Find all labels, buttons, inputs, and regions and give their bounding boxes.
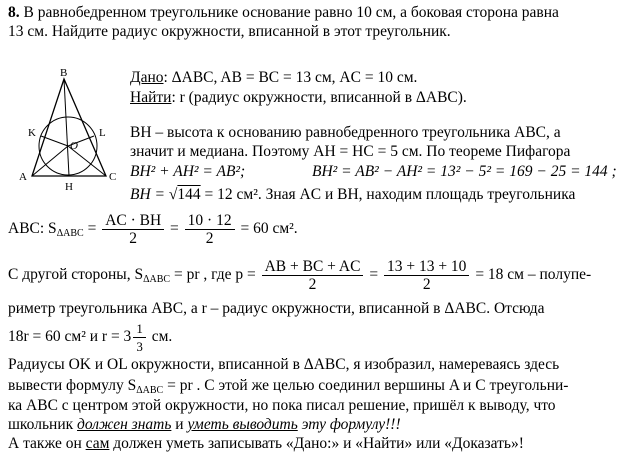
area-frac-1 [102, 212, 164, 247]
problem-text-1: В равнобедренном треугольнике основание равно 10 см, а боковая сторона равна [23, 4, 559, 21]
remark-l5-c: должен уметь записывать «Дано:» и «Найти» или «Доказать»! [109, 435, 524, 452]
p-den-2: 2 [422, 276, 431, 293]
label-c: C [109, 171, 117, 183]
remark-l5-a: А также он [8, 435, 86, 452]
p-num-1: AB + BC + AC [262, 258, 364, 276]
label-o: O [70, 140, 78, 152]
bh-line: BH = √144 = 12 см². Зная AC и BH, находим площадь треугольника [130, 186, 576, 203]
remark-l2-post: = pr . С этой же целью соединил вершины A и C треугольни- [163, 377, 569, 394]
r-suffix: см. [147, 328, 173, 346]
altitude-bh [64, 79, 69, 176]
find-line [130, 89, 467, 107]
given-line [130, 69, 417, 87]
pythagoras-1: BH² + AH² = AB²; [130, 163, 246, 180]
problem-line-2: 13 см. Найдите радиус окружности, вписанной в этот треугольник. [8, 23, 451, 40]
bh-root: 144 [177, 186, 201, 203]
semi-perimeter-line: риметр треугольника ABC, а r – радиус окружности, вписанной в ΔABC. Отсюда [8, 300, 545, 317]
remark-line-1: Радиусы OK и OL окружности, вписанной в ΔABC, я изобразил, намереваясь здесь [8, 356, 560, 373]
other-line: С другой стороны, $S_{\Delta ABC}$ = pr , где p = $\frac{AB + BC + AC}{2}$ = $\frac{13 + 13 + 10}{2}$ = 18 см – полупе- [8, 258, 592, 293]
given-text: : ΔABC, AB = BC = 13 см, AC = 10 см. [163, 69, 418, 86]
remark-l4-b: должен знать [77, 416, 172, 433]
remark-l4-c: и [171, 416, 188, 433]
remark-l5-b: сам [85, 435, 110, 452]
remark-line-3: ка ABC с центром этой окружности, но пока писал решение, пришёл к выводу, что [8, 397, 556, 414]
other-mid: = pr , где p = [170, 266, 260, 284]
p-frac-2 [384, 258, 469, 293]
given-label: Дано [130, 69, 164, 86]
radius-ok [41, 136, 68, 146]
remark-l4-a: школьник [8, 416, 78, 433]
area-num-2: 10 · 12 [185, 212, 235, 230]
remark-line-5 [8, 435, 524, 453]
r-prefix: 18r = 60 см² и r = 3 [8, 328, 132, 346]
solution-line-2: значит и медиана. Поэтому AH = HC = 5 см. По теореме Пифагора [130, 143, 571, 160]
area-den-1: 2 [129, 230, 138, 247]
r-num: 1 [133, 320, 146, 338]
remark-l4-e: эту формулу!!! [297, 416, 401, 433]
r-line [8, 320, 172, 355]
area-line: ABC: $S_{\Delta ABC}$ = $\frac{AC \cdot BH}{2}$ = $\frac{10 \cdot 12}{2}$ = 60 см². [8, 212, 298, 247]
problem-number: 8. [8, 4, 20, 21]
area-prefix: ABC: S [8, 220, 57, 238]
p-num-2: 13 + 13 + 10 [384, 258, 469, 276]
label-l: L [99, 127, 106, 139]
find-label: Найти [130, 89, 172, 106]
problem-line-1 [8, 4, 559, 22]
other-sub: ΔABC [143, 274, 171, 286]
triangle-figure [14, 66, 134, 196]
r-den: 3 [136, 339, 143, 354]
solution-line-1: BH – высота к основанию равнобедренного треугольника ABC, а [130, 124, 561, 141]
pythagoras-2: BH² = AB² − AH² = 13² − 5² = 169 − 25 = 144 ; [312, 163, 617, 180]
area-result: = 60 см². [236, 220, 298, 238]
remark-l2-pre: вывести формулу S [8, 377, 137, 394]
other-prefix: С другой стороны, S [8, 266, 144, 284]
label-k: K [28, 127, 36, 139]
find-text: : r (радиус окружности, вписанной в ΔABC). [171, 89, 467, 106]
area-num-1: AC · BH [102, 212, 164, 230]
area-eq: = [83, 220, 101, 238]
p-frac-1 [262, 258, 364, 293]
area-den-2: 2 [205, 230, 214, 247]
area-frac-2 [185, 212, 235, 247]
r-frac [133, 320, 146, 355]
bh-prefix: BH = [130, 186, 169, 203]
label-h: H [65, 181, 73, 193]
remark-line-4 [8, 416, 401, 434]
label-b: B [60, 67, 68, 79]
p-den-1: 2 [308, 276, 317, 293]
remark-l4-d: уметь выводить [187, 416, 298, 433]
p-result: = 18 см – полупе- [471, 266, 592, 284]
remark-l2-sub: ΔABC [136, 385, 164, 396]
bh-suffix: = 12 см². Зная AC и BH, находим площадь треугольника [200, 186, 576, 203]
label-a: A [19, 171, 27, 183]
area-sub: ΔABC [56, 228, 84, 240]
